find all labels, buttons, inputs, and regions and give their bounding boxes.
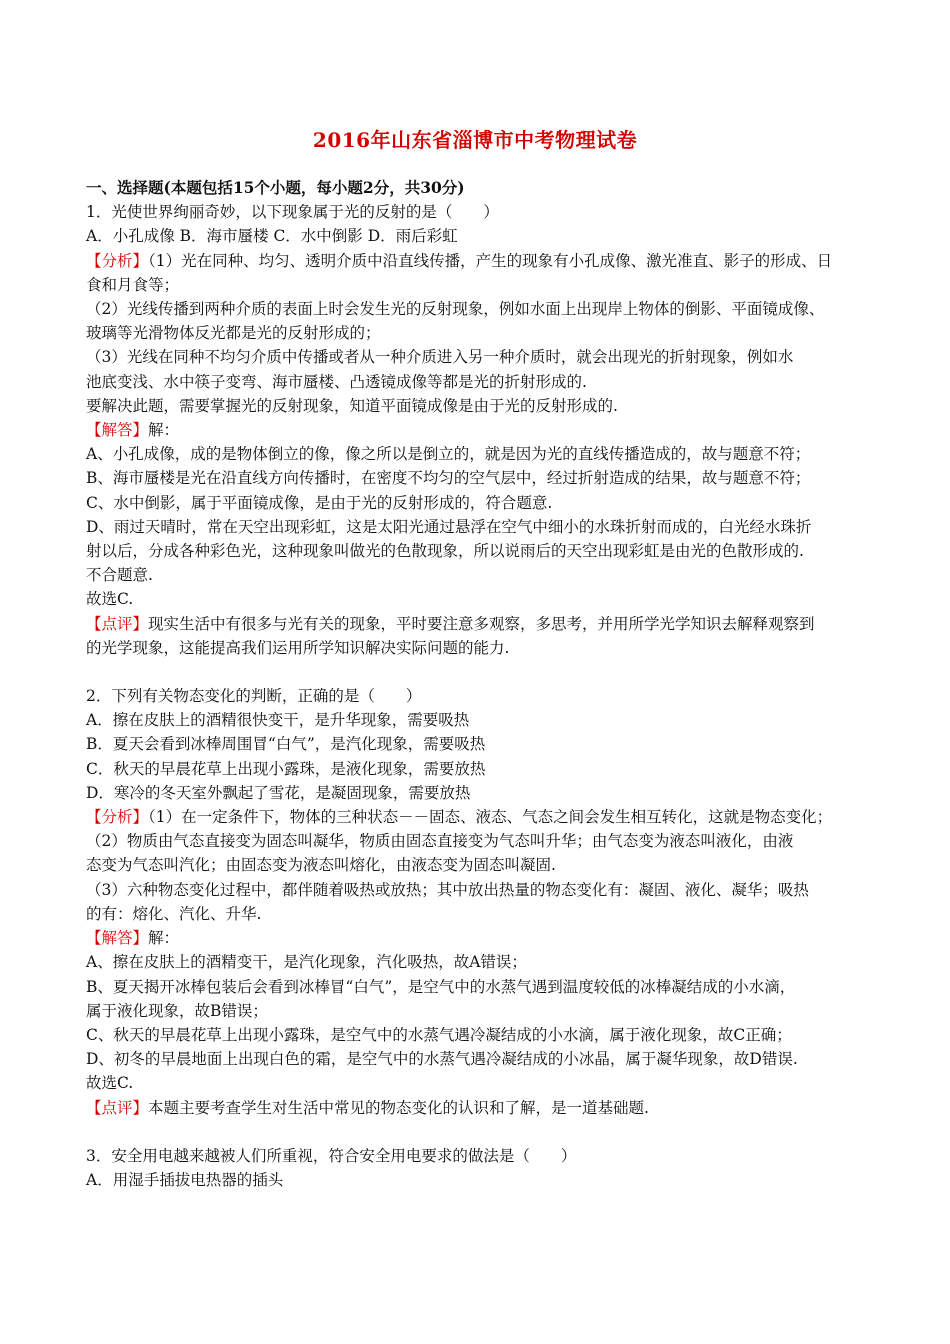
question-option: B．夏天会看到冰棒周围冒“白气”，是汽化现象，需要吸热 <box>86 735 486 754</box>
comment-line: 的光学现象，这能提高我们运用所学知识解决实际问题的能力. <box>86 638 510 657</box>
analysis-line: （3）光线在同种不均匀介质中传播或者从一种介质进入另一种介质时，就会出现光的折射现象，例如水 <box>86 348 794 367</box>
question-options: A．小孔成像 B．海市蜃楼 C．水中倒影 D．雨后彩虹 <box>86 227 458 246</box>
question-stem: 2．下列有关物态变化的判断，正确的是（ ） <box>86 687 422 706</box>
analysis-line: 玻璃等光滑物体反光都是光的反射形成的； <box>86 324 381 343</box>
page-title: 2016年山东省淄博市中考物理试卷 <box>312 128 638 152</box>
answer-text: 解： <box>148 929 180 948</box>
answer-line: 不合题意. <box>86 566 153 585</box>
analysis-line <box>86 249 876 273</box>
question-stem: 3．安全用电越来越被人们所重视，符合安全用电要求的做法是（ ） <box>86 1146 577 1165</box>
answer-line <box>86 926 876 950</box>
analysis-line: （2）物质由气态直接变为固态叫凝华，物质由固态直接变为气态叫升华；由气态变为液态叫液化，由液 <box>86 832 794 851</box>
answer-label: 【解答】 <box>86 929 149 948</box>
question-option: A．用湿手插拔电热器的插头 <box>86 1170 284 1189</box>
comment-text: 现实生活中有很多与光有关的现象，平时要注意多观察，多思考，并用所学光学知识去解释观察到 <box>148 614 815 633</box>
analysis-line: （3）六种物态变化过程中，都伴随着吸热或放热；其中放出热量的物态变化有：凝固、液化、凝华；吸热 <box>86 880 809 899</box>
question-option: D．寒冷的冬天室外飘起了雪花，是凝固现象，需要放热 <box>86 783 471 802</box>
answer-text: 解： <box>148 421 180 440</box>
question-option: C．秋天的早晨花草上出现小露珠，是液化现象，需要放热 <box>86 759 486 778</box>
answer-line: C、水中倒影，属于平面镜成像，是由于光的反射形成的，符合题意. <box>86 493 553 512</box>
answer-line: B、夏天揭开冰棒包装后会看到冰棒冒“白气”，是空气中的水蒸气遇到温度较低的冰棒凝结成的小水滴， <box>86 977 796 996</box>
answer-line: B、海市蜃楼是光在沿直线方向传播时，在密度不均匀的空气层中，经过折射造成的结果，故与题意不符； <box>86 469 811 488</box>
question-2 <box>86 684 876 1120</box>
answer-choice: 故选C. <box>86 590 134 609</box>
document-body <box>86 176 876 1192</box>
question-option: A．擦在皮肤上的酒精很快变干，是升华现象，需要吸热 <box>86 711 470 730</box>
question-stem: 1．光使世界绚丽奇妙，以下现象属于光的反射的是（ ） <box>86 203 499 222</box>
analysis-line: 的有：熔化、汽化、升华. <box>86 904 262 923</box>
answer-line: D、雨过天晴时，常在天空出现彩虹，这是太阳光通过悬浮在空气中细小的水珠折射而成的，白光经水珠折 <box>86 517 812 536</box>
analysis-text: （1）光在同种、均匀、透明介质中沿直线传播，产生的现象有小孔成像、激光准直、影子的形成、日 <box>148 251 833 270</box>
comment-label: 【点评】 <box>86 1098 149 1117</box>
analysis-line: （2）光线传播到两种介质的表面上时会发生光的反射现象，例如水面上出现岸上物体的倒影、平面镜成像、 <box>86 300 825 319</box>
analysis-label: 【分析】 <box>86 808 149 827</box>
comment-line <box>86 612 876 636</box>
comment-line <box>86 1096 876 1120</box>
analysis-label: 【分析】 <box>86 251 149 270</box>
analysis-line <box>86 805 876 829</box>
answer-line: 射以后，分成各种彩色光，这种现象叫做光的色散现象，所以说雨后的天空出现彩虹是由光的色散形成的. <box>86 542 804 561</box>
answer-line: D、初冬的早晨地面上出现白色的霜，是空气中的水蒸气遇冷凝结成的小冰晶，属于凝华现象，故D错误. <box>86 1050 798 1069</box>
question-1 <box>86 200 876 660</box>
answer-line: C、秋天的早晨花草上出现小露珠，是空气中的水蒸气遇冷凝结成的小水滴，属于液化现象，故C正确； <box>86 1025 792 1044</box>
comment-label: 【点评】 <box>86 614 149 633</box>
analysis-line: 池底变浅、水中筷子变弯、海市蜃楼、凸透镜成像等都是光的折射形成的. <box>86 372 587 391</box>
analysis-line: 要解决此题，需要掌握光的反射现象，知道平面镜成像是由于光的反射形成的. <box>86 396 618 415</box>
answer-line <box>86 418 876 442</box>
answer-line: A、小孔成像，成的是物体倒立的像，像之所以是倒立的，就是因为光的直线传播造成的，故与题意不符； <box>86 445 811 464</box>
analysis-text: （1）在一定条件下，物体的三种状态－－固态、液态、气态之间会发生相互转化，这就是物态变化； <box>148 808 833 827</box>
analysis-line: 食和月食等； <box>86 275 180 294</box>
section-heading: 一、选择题(本题包括15个小题，每小题2分，共30分) <box>86 178 465 197</box>
comment-text: 本题主要考查学生对生活中常见的物态变化的认识和了解，是一道基础题. <box>148 1098 649 1117</box>
answer-line: 属于液化现象，故B错误； <box>86 1001 268 1020</box>
answer-label: 【解答】 <box>86 421 149 440</box>
analysis-line: 态变为气态叫汽化；由固态变为液态叫熔化，由液态变为固态叫凝固. <box>86 856 556 875</box>
question-3 <box>86 1144 876 1192</box>
answer-choice: 故选C. <box>86 1074 134 1093</box>
answer-line: A、擦在皮肤上的酒精变干，是汽化现象，汽化吸热，故A错误； <box>86 953 527 972</box>
